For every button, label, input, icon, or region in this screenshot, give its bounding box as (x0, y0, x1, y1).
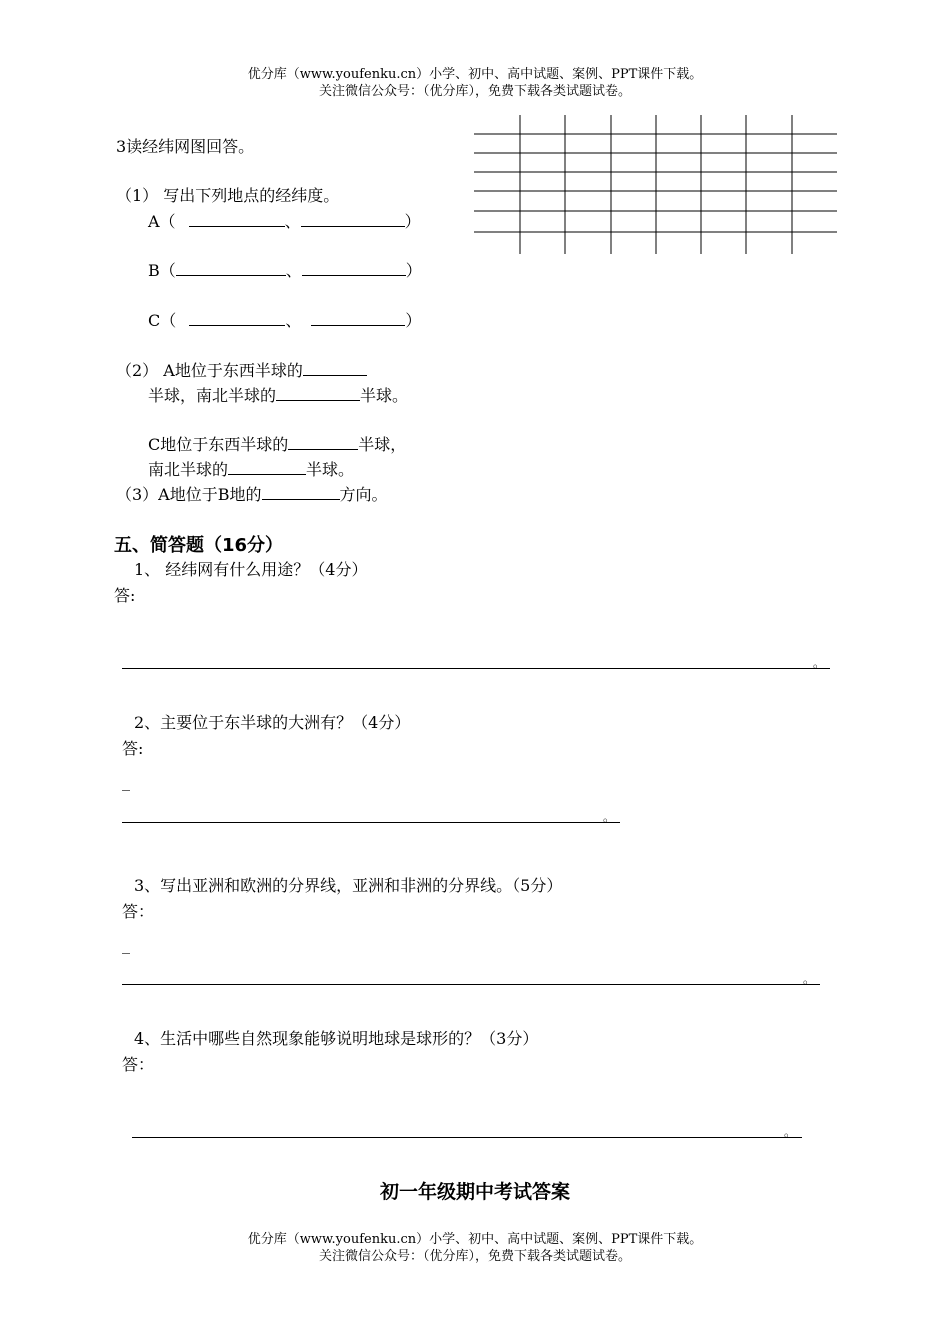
point-b-label: B（ (148, 261, 176, 280)
point-b-latitude-blank[interactable] (302, 260, 406, 276)
q3-part1: （1） 写出下列地点的经纬度。 (116, 186, 340, 205)
point-c-latitude-blank[interactable] (311, 310, 405, 326)
answer-label-4: 答： (122, 1055, 155, 1074)
answer-label-2: 答: (122, 739, 144, 758)
point-c-row: C（ 、 ） (148, 311, 422, 330)
header-line-2: 关注微信公众号：（优分库），免费下载各类试题试卷。 (318, 84, 631, 99)
answer-label-1: 答: (114, 586, 136, 605)
q3-part2-line4: 南北半球的 半球。 (148, 460, 355, 479)
q3-title: 3读经纬网图回答。 (116, 137, 255, 156)
q3-part2-line2: 半球，南北半球的 半球。 (148, 386, 409, 405)
point-a-label: A（ (148, 212, 181, 231)
end-mark-2: 。 (603, 810, 616, 824)
end-mark-3: 。 (803, 972, 816, 986)
short-question-1: 1、 经纬网有什么用途？（4分） (134, 560, 368, 579)
answer-line-4[interactable] (132, 1137, 802, 1138)
footer-line-1: 优分库（www.youfenku.cn）小学、初中、高中试题、案例、PPT课件下载。 (247, 1232, 703, 1247)
q3-part2-line1: （2） A地位于东西半球的 (116, 358, 367, 381)
answer-line-3[interactable] (122, 984, 820, 985)
c-east-west-blank[interactable] (288, 434, 358, 450)
short-question-4: 4、生活中哪些自然现象能够说明地球是球形的？（3分） (134, 1029, 539, 1048)
answer-section-title: 初一年级期中考试答案 (379, 1181, 570, 1203)
footer-line-2: 关注微信公众号：（优分库），免费下载各类试题试卷。 (318, 1249, 631, 1264)
point-a-longitude-blank[interactable] (189, 211, 285, 227)
c-north-south-blank[interactable] (228, 459, 306, 475)
point-b-longitude-blank[interactable] (176, 260, 286, 276)
end-mark-1: 。 (813, 656, 826, 670)
answer-dash-3: _ (122, 935, 130, 954)
short-question-3: 3、写出亚洲和欧洲的分界线，亚洲和非洲的分界线。（5分） (134, 876, 563, 895)
header-line-1: 优分库（www.youfenku.cn）小学、初中、高中试题、案例、PPT课件下载。 (247, 67, 703, 82)
short-question-2: 2、主要位于东半球的大洲有？（4分） (134, 713, 411, 732)
a-east-west-blank[interactable] (303, 360, 367, 376)
point-b-row: B（ 、 ） (148, 261, 422, 280)
point-a-latitude-blank[interactable] (301, 211, 405, 227)
answer-line-1[interactable] (122, 668, 830, 669)
lat-long-grid (474, 115, 838, 255)
a-north-south-blank[interactable] (276, 385, 360, 401)
answer-line-2[interactable] (122, 822, 620, 823)
section-5-title: 五、简答题（16分） (114, 535, 284, 556)
q3-part2-line3: C地位于东西半球的 半球， (148, 435, 407, 454)
a-relative-direction-blank[interactable] (262, 484, 340, 500)
answer-dash-2: _ (122, 772, 130, 791)
point-c-longitude-blank[interactable] (189, 310, 285, 326)
point-c-label: C（ (148, 311, 182, 330)
point-a-row: A（ 、 ） (148, 212, 421, 231)
q3-part3: （3）A地位于B地的 方向。 (116, 485, 388, 504)
answer-label-3: 答： (122, 902, 155, 921)
end-mark-4: 。 (784, 1125, 797, 1139)
